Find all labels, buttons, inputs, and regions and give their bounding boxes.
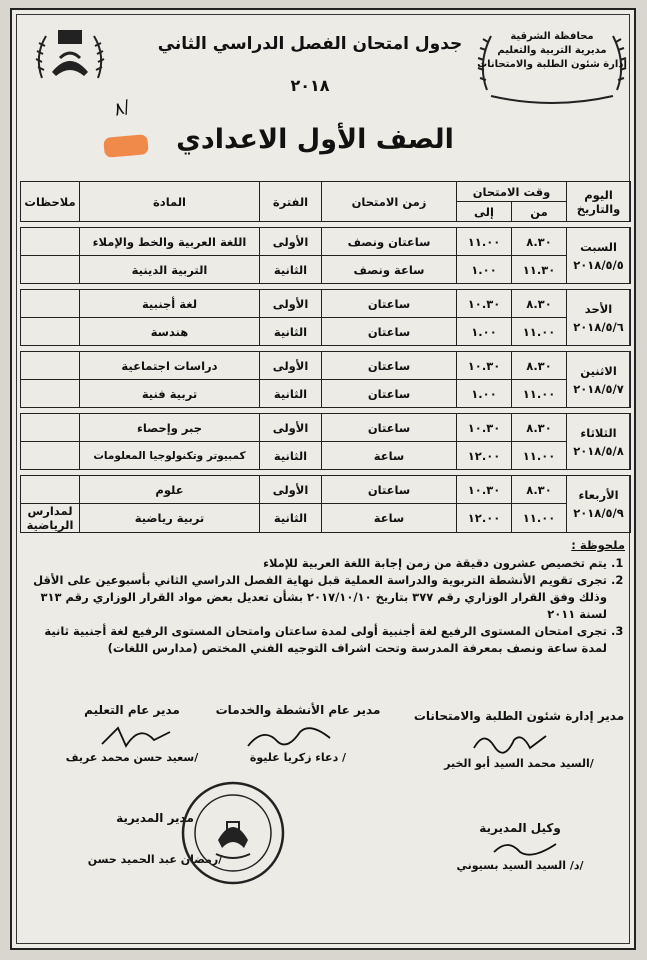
- time-from: ١١.٠٠: [512, 380, 567, 408]
- time-from: ٨.٣٠: [512, 228, 567, 256]
- header-to: إلى: [457, 202, 512, 222]
- period: الأولى: [260, 414, 322, 442]
- duration: ساعة: [322, 504, 457, 533]
- table-row: [21, 414, 631, 442]
- duration: ساعتان: [322, 476, 457, 504]
- handwritten-signature-icon: [244, 720, 334, 754]
- signature-name: /سعيد حسن محمد عريف: [65, 751, 199, 764]
- day-cell: [567, 228, 631, 284]
- org-line-administration: إدارة شئون الطلبة والامتحانات: [477, 59, 627, 70]
- grade-title: الصف الأول الاعدادي: [176, 124, 454, 155]
- handwritten-signature-icon: [470, 726, 550, 758]
- day-date: ٢٠١٨/٥/٦: [573, 319, 624, 334]
- signature-name: /رمضان عبد الحميد حسن: [87, 853, 223, 866]
- organization-header: [477, 24, 627, 104]
- time-from: ١١.٠٠: [512, 318, 567, 346]
- signature-title: مدير المديرية: [116, 811, 194, 825]
- time-to: ١٠.٣٠: [457, 414, 512, 442]
- duration: ساعة ونصف: [322, 256, 457, 284]
- period: الثانية: [260, 318, 322, 346]
- period: الثانية: [260, 442, 322, 470]
- duration: ساعتان: [322, 414, 457, 442]
- table-row: [21, 352, 631, 380]
- period: الثانية: [260, 256, 322, 284]
- duration: ساعة: [322, 442, 457, 470]
- header-duration: زمن الامتحان: [322, 182, 457, 222]
- subject: لغة أجنبية: [80, 290, 260, 318]
- signature-name: /د/ السيد السيد بسيوني: [456, 859, 584, 872]
- note-item: 3. تجرى امتحان المستوى الرفيع لغة أجنبية أولى لمدة ساعتان وامتحان المستوى الرفيع لغة أجنبية ثانية لمدة ساعة ونصف بمعرفة المدرسة وتحت اشراف التوجيه الفني المختص (مدارس اللغات): [26, 623, 607, 657]
- handwritten-signature-icon: [490, 836, 560, 860]
- note: [21, 476, 80, 504]
- table-row: [21, 228, 631, 256]
- handwritten-mark: ٨/: [111, 96, 133, 121]
- period: الأولى: [260, 476, 322, 504]
- notes-heading: ملحوظة :: [571, 538, 625, 552]
- time-from: ٨.٣٠: [512, 290, 567, 318]
- note-item: 2. تجرى تقويم الأنشطة التربوية والدراسة العملية قبل نهاية الفصل الدراسي الثاني بأسبوعين على الأقل وذلك وفق القرار الوزاري رقم ٣٧٧ بتاريخ ٢٠١٧/١٠/١٠ بشأن تعديل بعض مواد القرار الوزاري رقم ٣١٣ لسنة ٢٠١١: [26, 572, 607, 623]
- day-date: ٢٠١٨/٥/٨: [573, 443, 624, 458]
- day-name: الاثنين: [580, 363, 617, 378]
- duration: ساعتان: [322, 352, 457, 380]
- time-to: ١٢.٠٠: [457, 442, 512, 470]
- time-from: ٨.٣٠: [512, 414, 567, 442]
- signature-title: مدير عام الأنشطة والخدمات: [215, 703, 381, 717]
- day-cell: [567, 352, 631, 408]
- day-date: ٢٠١٨/٥/٧: [573, 381, 624, 396]
- duration: ساعتان: [322, 290, 457, 318]
- table-row: [21, 318, 631, 346]
- exam-schedule-table: [20, 181, 631, 533]
- signature-name: / دعاء زكريا عليوة: [249, 751, 347, 764]
- note: لمدارس الرياضية: [21, 504, 80, 533]
- org-line-directorate: مديرية التربية والتعليم: [497, 45, 607, 56]
- duration: ساعتان: [322, 380, 457, 408]
- org-line-governorate: محافظة الشرقية: [510, 31, 594, 42]
- time-to: ١٠.٣٠: [457, 290, 512, 318]
- day-cell: [567, 414, 631, 470]
- table-row: [21, 290, 631, 318]
- header-exam-time: وقت الامتحان: [457, 182, 567, 202]
- signature-name: /السيد محمد السيد أبو الخير: [444, 757, 594, 770]
- time-to: ١٠.٣٠: [457, 352, 512, 380]
- table-row: [21, 504, 631, 533]
- note: [21, 256, 80, 284]
- note: [21, 414, 80, 442]
- period: الثانية: [260, 504, 322, 533]
- subject: جبر وإحصاء: [80, 414, 260, 442]
- header-day-date: اليوم والتاريخ: [567, 182, 631, 222]
- time-to: ١.٠٠: [457, 380, 512, 408]
- signature-title: مدير إدارة شئون الطلبة والامتحانات: [413, 709, 625, 723]
- note: [21, 380, 80, 408]
- time-from: ١١.٣٠: [512, 256, 567, 284]
- time-from: ١١.٠٠: [512, 504, 567, 533]
- day-cell: [567, 476, 631, 533]
- duration: ساعتان ونصف: [322, 228, 457, 256]
- orange-highlight-mark: [103, 134, 149, 158]
- duration: ساعتان: [322, 318, 457, 346]
- time-to: ١.٠٠: [457, 318, 512, 346]
- day-name: السبت: [580, 239, 617, 254]
- time-to: ١١.٠٠: [457, 228, 512, 256]
- notes-section: [26, 537, 625, 657]
- table-row: [21, 442, 631, 470]
- note: [21, 318, 80, 346]
- subject: اللغة العربية والخط والإملاء: [80, 228, 260, 256]
- time-to: ١٢.٠٠: [457, 504, 512, 533]
- subject: هندسة: [80, 318, 260, 346]
- day-name: الأربعاء: [578, 488, 619, 502]
- header-subject: المادة: [80, 182, 260, 222]
- subject: تربية فنية: [80, 380, 260, 408]
- subject: علوم: [80, 476, 260, 504]
- header-notes: ملاحظات: [21, 182, 80, 222]
- official-stamp-icon: [178, 778, 288, 888]
- day-date: ٢٠١٨/٥/٩: [573, 506, 624, 520]
- time-from: ١١.٠٠: [512, 442, 567, 470]
- signature-title: وكيل المديرية: [479, 821, 561, 835]
- note: [21, 290, 80, 318]
- signature-title: مدير عام التعليم: [84, 703, 180, 717]
- subject: تربية رياضية: [80, 504, 260, 533]
- period: الأولى: [260, 290, 322, 318]
- time-to: ١.٠٠: [457, 256, 512, 284]
- handwritten-signature-icon: [96, 720, 176, 754]
- period: الثانية: [260, 380, 322, 408]
- table-row: [21, 256, 631, 284]
- document-title: جدول امتحان الفصل الدراسي الثاني: [157, 34, 463, 54]
- period: الأولى: [260, 228, 322, 256]
- note: [21, 442, 80, 470]
- day-name: الأحد: [584, 301, 613, 316]
- subject: كمبيوتر وتكنولوجيا المعلومات: [80, 442, 260, 470]
- note-item: 1. يتم تخصيص عشرون دقيقة من زمن إجابة اللغة العربية للإملاء: [26, 555, 607, 572]
- header-from: من: [512, 202, 567, 222]
- header-period: الفترة: [260, 182, 322, 222]
- subject: دراسات اجتماعية: [80, 352, 260, 380]
- time-to: ١٠.٣٠: [457, 476, 512, 504]
- day-date: ٢٠١٨/٥/٥: [573, 257, 624, 272]
- subject: التربية الدينية: [80, 256, 260, 284]
- period: الأولى: [260, 352, 322, 380]
- day-name: الثلاثاء: [580, 425, 617, 440]
- time-from: ٨.٣٠: [512, 352, 567, 380]
- note: [21, 228, 80, 256]
- note: [21, 352, 80, 380]
- eagle-emblem-icon: [30, 20, 110, 92]
- document-year: ٢٠١٨: [290, 76, 330, 95]
- day-cell: [567, 290, 631, 346]
- table-row: [21, 476, 631, 504]
- time-from: ٨.٣٠: [512, 476, 567, 504]
- table-row: [21, 380, 631, 408]
